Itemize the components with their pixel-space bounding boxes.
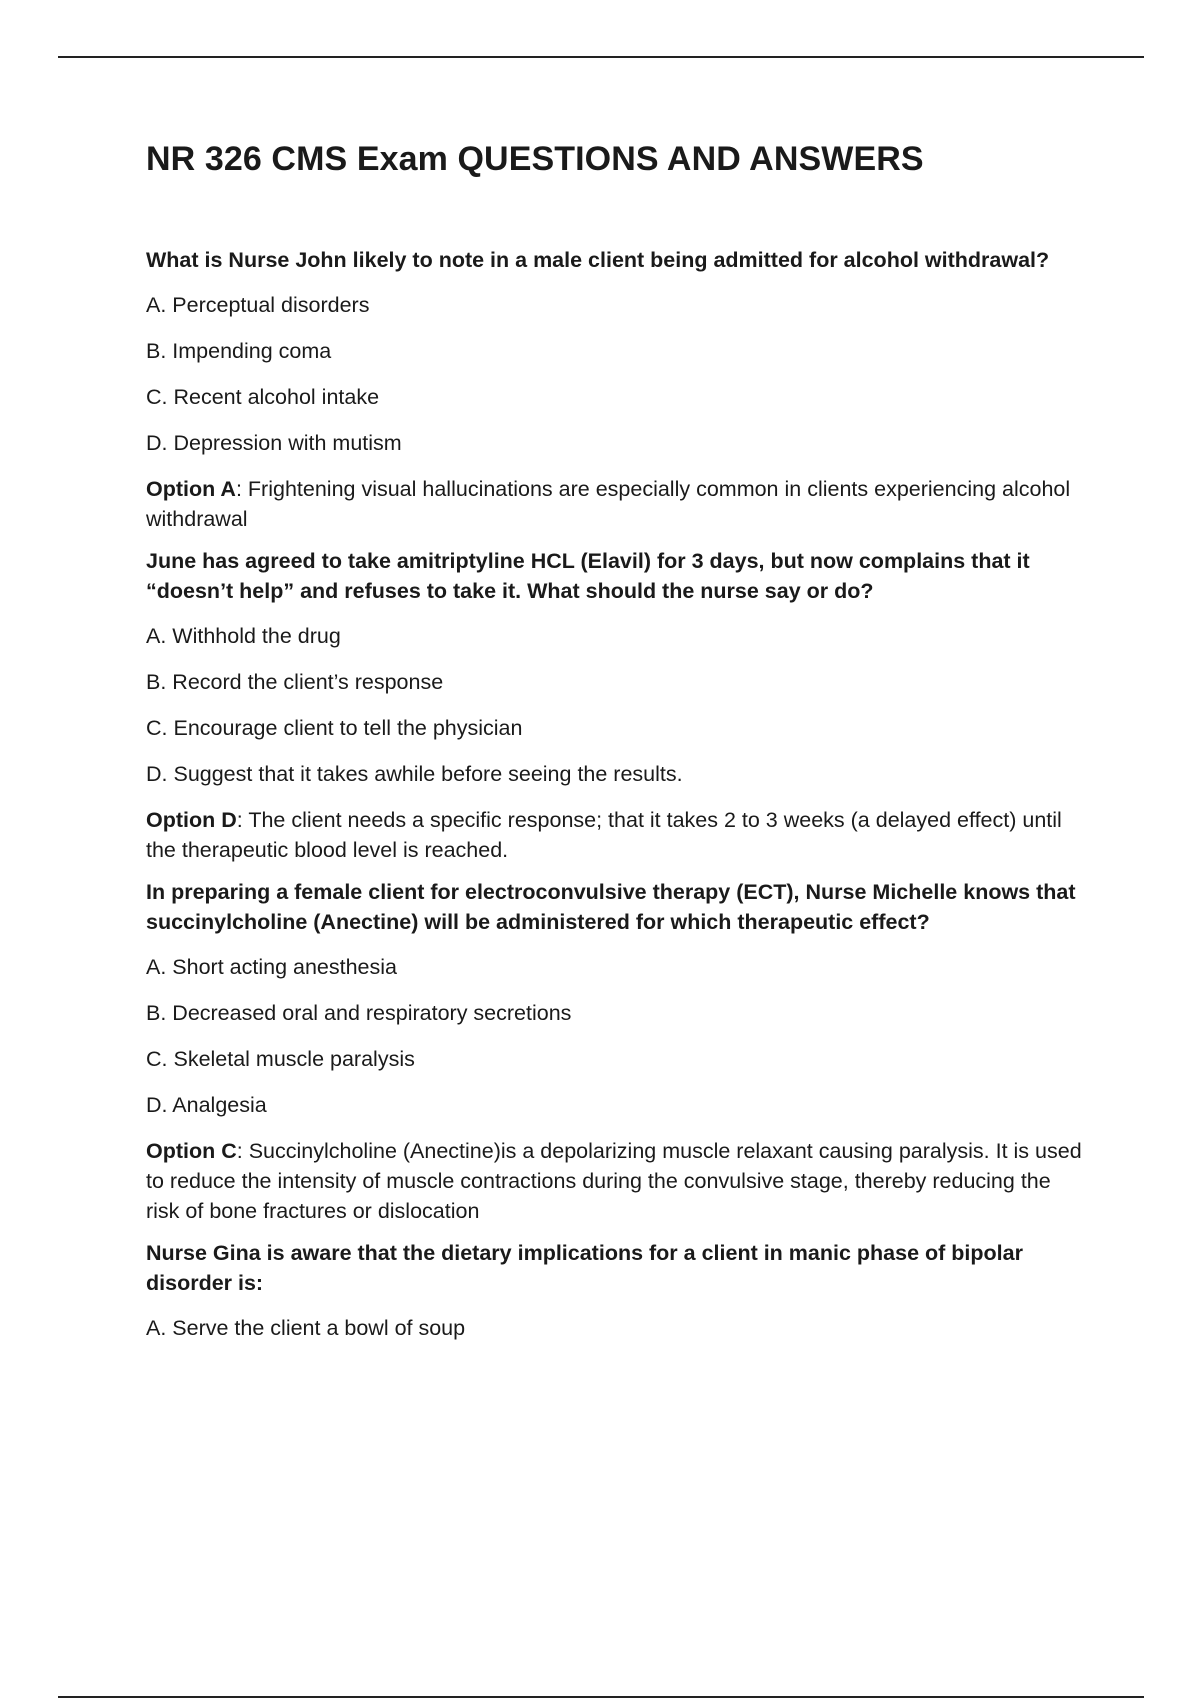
option-c: C. Recent alcohol intake bbox=[146, 385, 380, 409]
document-title: NR 326 CMS Exam QUESTIONS AND ANSWERS bbox=[146, 140, 924, 178]
option-a: A. Serve the client a bowl of soup bbox=[146, 1316, 466, 1340]
question-block-1 bbox=[146, 245, 1086, 534]
option-d: D. Suggest that it takes awhile before seeing the results. bbox=[146, 762, 683, 786]
option-b: B. Impending coma bbox=[146, 339, 332, 363]
option-d: D. Analgesia bbox=[146, 1093, 267, 1117]
bottom-rule bbox=[58, 1696, 1144, 1698]
option-d: D. Depression with mutism bbox=[146, 431, 402, 455]
option-b: B. Decreased oral and respiratory secretions bbox=[146, 1001, 572, 1025]
answer-explanation bbox=[146, 1136, 1086, 1226]
question-text: In preparing a female client for electroconvulsive therapy (ECT), Nurse Michelle knows that succinylcholine (Anectine) will be administered for which therapeutic effect? bbox=[146, 880, 1076, 934]
question-block-2 bbox=[146, 546, 1086, 865]
option-a: A. Withhold the drug bbox=[146, 624, 341, 648]
option-a: A. Short acting anesthesia bbox=[146, 955, 397, 979]
answer-text: : Succinylcholine (Anectine)is a depolarizing muscle relaxant causing paralysis. It is used to reduce the intensity of muscle contractions during the convulsive stage, thereby reducing the risk of bone fractures or dislocation bbox=[146, 1139, 1082, 1223]
answer-explanation bbox=[146, 474, 1086, 534]
answer-label: Option D bbox=[146, 808, 237, 832]
option-b: B. Record the client’s response bbox=[146, 670, 444, 694]
document-body bbox=[146, 140, 1086, 1359]
question-block-3 bbox=[146, 877, 1086, 1226]
question-text: Nurse Gina is aware that the dietary implications for a client in manic phase of bipolar disorder is: bbox=[146, 1241, 1023, 1295]
answer-text: : Frightening visual hallucinations are especially common in clients experiencing alcohol withdrawal bbox=[146, 477, 1071, 531]
answer-label: Option A bbox=[146, 477, 236, 501]
top-rule bbox=[58, 56, 1144, 58]
answer-text: : The client needs a specific response; that it takes 2 to 3 weeks (a delayed effect) until the therapeutic blood level is reached. bbox=[146, 808, 1062, 862]
answer-label: Option C bbox=[146, 1139, 237, 1163]
option-c: C. Skeletal muscle paralysis bbox=[146, 1047, 415, 1071]
question-text: June has agreed to take amitriptyline HCL (Elavil) for 3 days, but now complains that it “doesn’t help” and refuses to take it. What should the nurse say or do? bbox=[146, 549, 1030, 603]
question-block-4 bbox=[146, 1238, 1086, 1343]
question-text: What is Nurse John likely to note in a male client being admitted for alcohol withdrawal? bbox=[146, 248, 1050, 272]
option-a: A. Perceptual disorders bbox=[146, 293, 370, 317]
answer-explanation bbox=[146, 805, 1086, 865]
option-c: C. Encourage client to tell the physician bbox=[146, 716, 523, 740]
